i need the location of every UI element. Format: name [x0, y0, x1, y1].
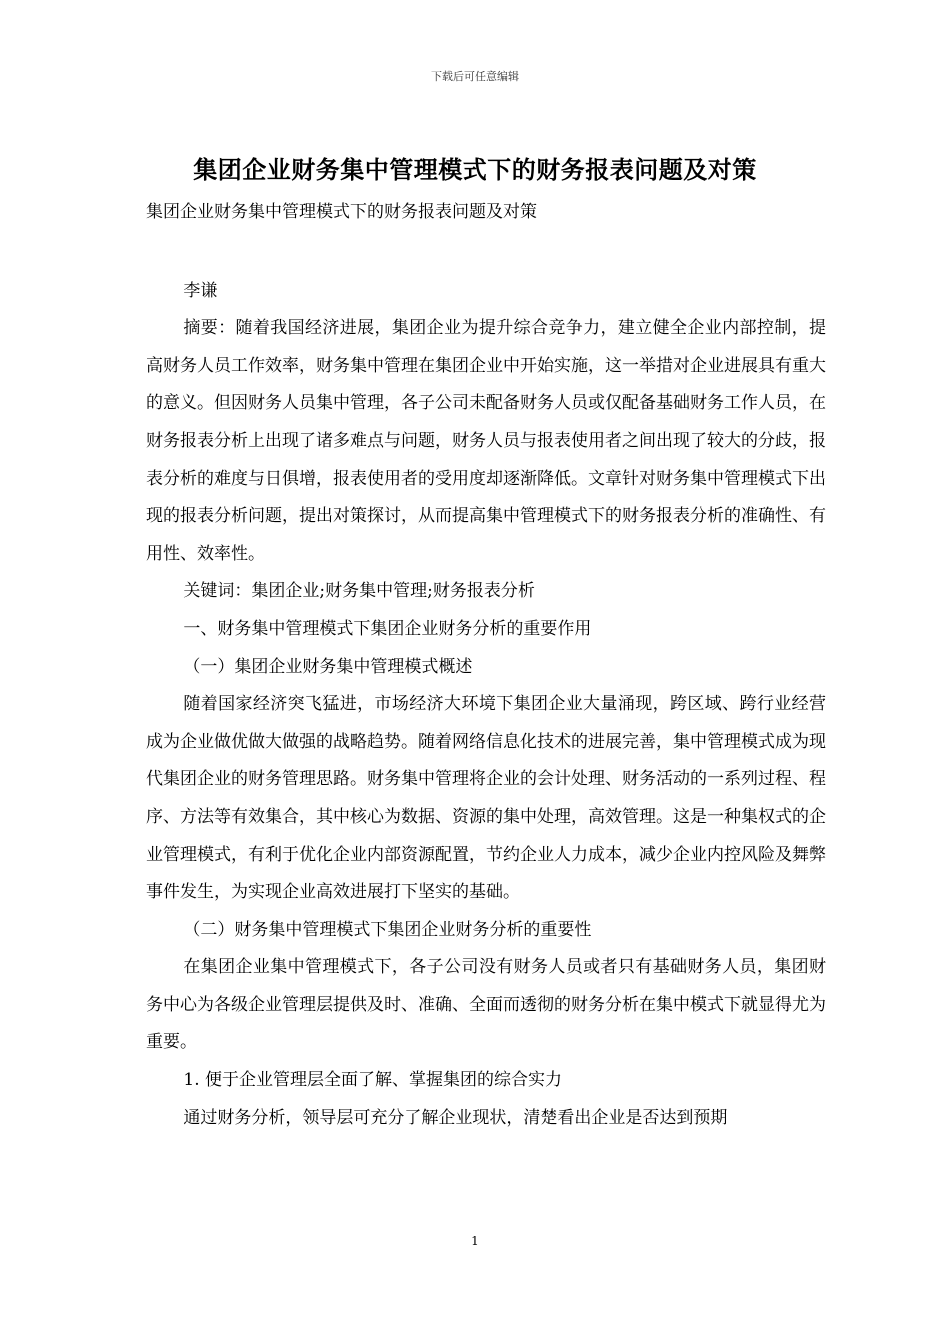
subsection-heading-1-1: （一）集团企业财务集中管理模式概述 — [183, 656, 473, 677]
header-note: 下载后可任意编辑 — [431, 70, 519, 83]
page-number: 1 — [471, 1234, 479, 1248]
section-heading-1: 一、财务集中管理模式下集团企业财务分析的重要作用 — [183, 618, 592, 639]
point-body-1: 通过财务分析，领导层可充分了解企业现状，清楚看出企业是否达到预期 — [183, 1107, 728, 1128]
keywords-line: 关键词：集团企业;财务集中管理;财务报表分析 — [183, 581, 535, 602]
subsection-heading-1-2: （二）财务集中管理模式下集团企业财务分析的重要性 — [183, 919, 592, 940]
point-heading-1: 1. 便于企业管理层全面了解、掌握集团的综合实力 — [183, 1070, 563, 1091]
subsection-body-1-2: 在集团企业集中管理模式下，各子公司没有财务人员或者只有基础财务人员，集团财务中心为各级企业管理层提供及时、准确、全面而透彻的财务分析在集中模式下就显得尤为重要。 — [146, 957, 826, 1053]
subsection-body-1-1: 随着国家经济突飞猛进，市场经济大环境下集团企业大量涌现，跨区域、跨行业经营成为企业做优做大做强的战略趋势。随着网络信息化技术的进展完善，集中管理模式成为现代集团企业的财务管理思路。财务集中管理将企业的会计处理、财务活动的一系列过程、程序、方法等有效集合，其中核心为数据、资源的集中处理，高效管理。这是一种集权式的企业管理模式，有利于优化企业内部资源配置，节约企业人力成本，减少企业内控风险及舞弊事件发生，为实现企业高效进展打下坚实的基础。 — [146, 694, 826, 903]
document-subtitle: 集团企业财务集中管理模式下的财务报表问题及对策 — [146, 202, 537, 222]
author-name: 李谦 — [183, 280, 218, 301]
abstract-paragraph: 摘要：随着我国经济进展，集团企业为提升综合竞争力，建立健全企业内部控制，提高财务人员工作效率，财务集中管理在集团企业中开始实施，这一举措对企业进展具有重大的意义。但因财务人员集中管理，各子公司未配备财务人员或仅配备基础财务工作人员，在财务报表分析上出现了诸多难点与问题，财务人员与报表使用者之间出现了较大的分歧，报表分析的难度与日俱增，报表使用者的受用度却逐渐降低。文章针对财务集中管理模式下出现的报表分析问题，提出对策探讨，从而提高集中管理模式下的财务报表分析的准确性、有用性、效率性。 — [146, 318, 826, 564]
document-body — [146, 194, 826, 1137]
document-title: 集团企业财务集中管理模式下的财务报表问题及对策 — [193, 155, 757, 184]
